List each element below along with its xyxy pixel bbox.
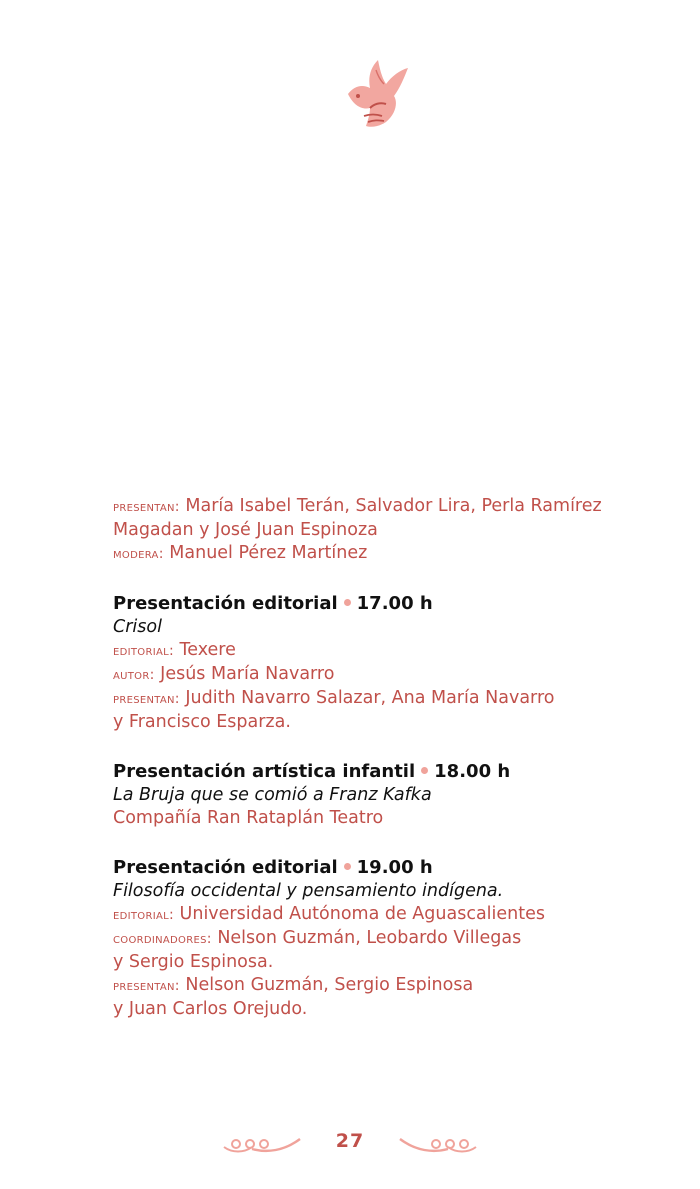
event-bruja — [113, 760, 673, 830]
editorial-line — [113, 639, 673, 663]
presenters-line — [113, 495, 673, 519]
event-type: Presentación artística infantil — [113, 761, 416, 782]
coordinators-label: coordinadores: — [113, 931, 212, 947]
presenters-value: María Isabel Terán, Salvador Lira, Perla Ramírez — [179, 496, 602, 516]
author-label: autor: — [113, 667, 155, 683]
presenters-continuation: y Francisco Esparza. — [113, 712, 291, 732]
event-type: Presentación editorial — [113, 593, 338, 614]
presenters-value: Judith Navarro Salazar, Ana María Navarro — [179, 688, 555, 708]
event-heading — [113, 856, 673, 880]
presenters-label: presentan: — [113, 978, 180, 994]
event-heading — [113, 760, 673, 784]
event-filosofia — [113, 856, 673, 1021]
presenters-label: presentan: — [113, 499, 180, 515]
presenters-continuation: Magadan y José Juan Espinoza — [113, 520, 378, 540]
company-line: Compañía Ran Rataplán Teatro — [113, 808, 384, 828]
presenters-value: Nelson Guzmán, Sergio Espinosa — [179, 975, 474, 995]
bullet-icon — [421, 767, 428, 774]
event-heading — [113, 592, 673, 616]
presenters-continuation: y Juan Carlos Orejudo. — [113, 999, 308, 1019]
editorial-label: editorial: — [113, 643, 174, 659]
author-value: Jesús María Navarro — [154, 664, 335, 684]
moderator-label: modera: — [113, 546, 164, 562]
moderator-line — [113, 542, 673, 566]
program-content — [113, 495, 673, 1021]
coordinators-line — [113, 927, 673, 951]
editorial-label: editorial: — [113, 907, 174, 923]
coordinators-value: Nelson Guzmán, Leobardo Villegas — [211, 928, 522, 948]
presenters-label: presentan: — [113, 691, 180, 707]
swirl-ornament-left-icon — [222, 1133, 302, 1155]
previous-event-details — [113, 495, 673, 566]
coordinators-continuation: y Sergio Espinosa. — [113, 952, 274, 972]
editorial-line — [113, 903, 673, 927]
swirl-ornament-right-icon — [398, 1133, 478, 1155]
work-title: Filosofía occidental y pensamiento indígena. — [113, 881, 504, 901]
editorial-value: Universidad Autónoma de Aguascalientes — [173, 904, 545, 924]
dove-icon — [340, 58, 412, 132]
bullet-icon — [344, 599, 351, 606]
event-time: 17.00 h — [356, 593, 433, 614]
work-title: Crisol — [113, 617, 162, 637]
event-time: 19.00 h — [356, 857, 433, 878]
page-number: 27 — [335, 1130, 365, 1152]
moderator-value: Manuel Pérez Martínez — [163, 543, 368, 563]
author-line — [113, 663, 673, 687]
editorial-value: Texere — [173, 640, 236, 660]
event-type: Presentación editorial — [113, 857, 338, 878]
event-time: 18.00 h — [434, 761, 511, 782]
presenters-line — [113, 687, 673, 711]
bullet-icon — [344, 863, 351, 870]
work-title: La Bruja que se comió a Franz Kafka — [113, 785, 432, 805]
presenters-line — [113, 974, 673, 998]
event-crisol — [113, 592, 673, 734]
